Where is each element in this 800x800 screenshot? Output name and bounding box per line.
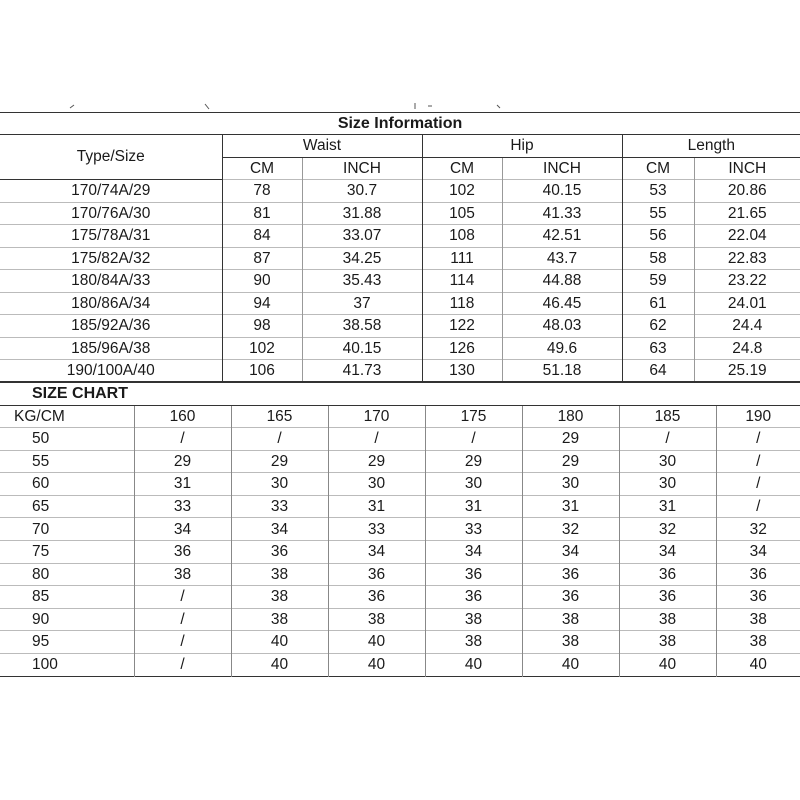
measurement-cell: 114 xyxy=(422,270,502,293)
size-cell: 38 xyxy=(231,563,328,586)
size-cell: 40 xyxy=(328,654,425,677)
height-header: 190 xyxy=(716,405,800,428)
measurement-cell: 40.15 xyxy=(302,337,422,360)
measurement-cell: 55 xyxy=(622,202,694,225)
size-cell: 36 xyxy=(619,563,716,586)
weight-cell: 95 xyxy=(32,633,50,651)
table-row xyxy=(0,450,800,473)
measurement-cell: 24.4 xyxy=(694,315,800,338)
size-cell: 38 xyxy=(522,608,619,631)
size-cell: 36 xyxy=(425,563,522,586)
table-row xyxy=(0,247,800,270)
size-cell: / xyxy=(134,608,231,631)
measurement-cell: 118 xyxy=(422,292,502,315)
size-cell: 30 xyxy=(522,473,619,496)
size-cell: 34 xyxy=(425,541,522,564)
measurement-cell: 51.18 xyxy=(502,360,622,383)
measurement-cell: 38.58 xyxy=(302,315,422,338)
size-cell: / xyxy=(134,428,231,451)
size-cell: / xyxy=(716,450,800,473)
measurement-cell: 61 xyxy=(622,292,694,315)
size-cell: 30 xyxy=(425,473,522,496)
size-cell: 36 xyxy=(522,586,619,609)
table-row xyxy=(0,202,800,225)
table-row xyxy=(0,518,800,541)
weight-cell: 60 xyxy=(32,475,50,493)
measurement-cell: 34.25 xyxy=(302,247,422,270)
kg-cm-header: KG/CM xyxy=(14,407,65,425)
size-cell: 34 xyxy=(328,541,425,564)
measurement-cell: 78 xyxy=(222,180,302,203)
size-cell: / xyxy=(716,495,800,518)
size-cell: 40 xyxy=(328,631,425,654)
size-cell: 29 xyxy=(134,450,231,473)
size-cell: / xyxy=(619,428,716,451)
size-cell: 40 xyxy=(231,654,328,677)
size-cell: 36 xyxy=(716,563,800,586)
size-cell: 29 xyxy=(522,450,619,473)
measurement-cell: 22.83 xyxy=(694,247,800,270)
size-cell: 36 xyxy=(619,586,716,609)
measurement-cell: 37 xyxy=(302,292,422,315)
table-row xyxy=(0,631,800,654)
height-header: 175 xyxy=(425,405,522,428)
table-row xyxy=(0,428,800,451)
measurement-cell: 44.88 xyxy=(502,270,622,293)
type-size-cell: 175/82A/32 xyxy=(71,249,151,267)
table-row xyxy=(0,180,800,203)
cropped-text-remnants xyxy=(0,100,800,112)
table-row xyxy=(0,360,800,383)
size-cell: 36 xyxy=(134,541,231,564)
height-header: 170 xyxy=(328,405,425,428)
measurement-cell: 105 xyxy=(422,202,502,225)
measurement-cell: 126 xyxy=(422,337,502,360)
measurement-cell: 56 xyxy=(622,225,694,248)
weight-cell: 50 xyxy=(32,430,50,448)
size-cell: 38 xyxy=(425,631,522,654)
size-chart-table xyxy=(0,384,800,677)
measurement-cell: 41.33 xyxy=(502,202,622,225)
measurement-cell: 43.7 xyxy=(502,247,622,270)
size-cell: / xyxy=(425,428,522,451)
size-cell: 38 xyxy=(522,631,619,654)
unit-header: INCH xyxy=(502,157,622,180)
size-information-body xyxy=(0,180,800,383)
hip-header: Hip xyxy=(422,135,622,158)
weight-cell: 100 xyxy=(32,656,58,674)
size-chart-body xyxy=(0,428,800,677)
length-header: Length xyxy=(622,135,800,158)
measurement-cell: 20.86 xyxy=(694,180,800,203)
measurement-cell: 63 xyxy=(622,337,694,360)
unit-header: CM xyxy=(622,157,694,180)
type-size-cell: 175/78A/31 xyxy=(71,227,151,244)
size-cell: 38 xyxy=(425,608,522,631)
measurement-cell: 24.01 xyxy=(694,292,800,315)
size-cell: 34 xyxy=(522,541,619,564)
measurement-cell: 94 xyxy=(222,292,302,315)
measurement-cell: 53 xyxy=(622,180,694,203)
table-row xyxy=(0,225,800,248)
size-cell: 36 xyxy=(231,541,328,564)
height-header: 180 xyxy=(522,405,619,428)
size-cell: 38 xyxy=(134,563,231,586)
size-cell: / xyxy=(134,631,231,654)
table-row xyxy=(0,541,800,564)
size-chart-title: SIZE CHART xyxy=(0,384,800,405)
weight-cell: 90 xyxy=(32,610,50,628)
size-cell: / xyxy=(134,654,231,677)
measurement-cell: 41.73 xyxy=(302,360,422,383)
size-cell: 31 xyxy=(522,495,619,518)
measurement-cell: 81 xyxy=(222,202,302,225)
size-information-table xyxy=(0,112,800,383)
measurement-cell: 108 xyxy=(422,225,502,248)
size-cell: 31 xyxy=(134,473,231,496)
measurement-cell: 130 xyxy=(422,360,502,383)
measurement-cell: 98 xyxy=(222,315,302,338)
size-cell: 40 xyxy=(619,654,716,677)
size-cell: 31 xyxy=(619,495,716,518)
type-size-cell: 180/84A/33 xyxy=(71,272,151,289)
table-row xyxy=(0,608,800,631)
measurement-cell: 49.6 xyxy=(502,337,622,360)
measurement-cell: 21.65 xyxy=(694,202,800,225)
table-row xyxy=(0,586,800,609)
size-cell: 33 xyxy=(134,495,231,518)
size-cell: 30 xyxy=(231,473,328,496)
waist-header: Waist xyxy=(222,135,422,158)
measurement-cell: 23.22 xyxy=(694,270,800,293)
size-cell: / xyxy=(134,586,231,609)
size-cell: 32 xyxy=(619,518,716,541)
size-cell: 31 xyxy=(328,495,425,518)
measurement-cell: 111 xyxy=(422,247,502,270)
size-cell: 32 xyxy=(522,518,619,541)
weight-cell: 55 xyxy=(32,452,50,470)
size-cell: 36 xyxy=(328,563,425,586)
size-cell: 32 xyxy=(716,518,800,541)
size-cell: 30 xyxy=(328,473,425,496)
size-cell: 40 xyxy=(522,654,619,677)
measurement-cell: 33.07 xyxy=(302,225,422,248)
size-cell: 30 xyxy=(619,473,716,496)
size-information-title: Size Information xyxy=(0,113,800,135)
measurement-cell: 35.43 xyxy=(302,270,422,293)
size-cell: 33 xyxy=(328,518,425,541)
size-cell: 36 xyxy=(716,586,800,609)
height-header: 185 xyxy=(619,405,716,428)
table-row xyxy=(0,315,800,338)
measurement-cell: 42.51 xyxy=(502,225,622,248)
size-cell: / xyxy=(716,473,800,496)
table-row xyxy=(0,654,800,677)
table-row xyxy=(0,337,800,360)
weight-cell: 80 xyxy=(32,565,50,583)
size-cell: 31 xyxy=(425,495,522,518)
weight-cell: 75 xyxy=(32,543,50,561)
measurement-cell: 106 xyxy=(222,360,302,383)
weight-cell: 65 xyxy=(32,497,50,515)
size-cell: 40 xyxy=(231,631,328,654)
height-header: 165 xyxy=(231,405,328,428)
measurement-cell: 22.04 xyxy=(694,225,800,248)
measurement-cell: 25.19 xyxy=(694,360,800,383)
size-cell: 38 xyxy=(328,608,425,631)
size-cell: 30 xyxy=(619,450,716,473)
type-size-header: Type/Size xyxy=(0,135,222,180)
size-cell: 33 xyxy=(231,495,328,518)
table-row xyxy=(0,563,800,586)
type-size-cell: 185/96A/38 xyxy=(71,339,151,357)
size-cell: 29 xyxy=(328,450,425,473)
unit-header: INCH xyxy=(302,157,422,180)
height-header: 160 xyxy=(134,405,231,428)
measurement-cell: 40.15 xyxy=(502,180,622,203)
type-size-cell: 185/92A/36 xyxy=(71,317,151,334)
measurement-cell: 24.8 xyxy=(694,337,800,360)
measurement-cell: 59 xyxy=(622,270,694,293)
unit-header: INCH xyxy=(694,157,800,180)
size-cell: 34 xyxy=(231,518,328,541)
measurement-cell: 122 xyxy=(422,315,502,338)
size-cell: 34 xyxy=(716,541,800,564)
size-cell: 40 xyxy=(425,654,522,677)
size-cell: 29 xyxy=(522,428,619,451)
size-cell: 38 xyxy=(619,631,716,654)
size-cell: 34 xyxy=(134,518,231,541)
unit-header: CM xyxy=(222,157,302,180)
measurement-cell: 84 xyxy=(222,225,302,248)
size-cell: 38 xyxy=(716,631,800,654)
measurement-cell: 90 xyxy=(222,270,302,293)
unit-header: CM xyxy=(422,157,502,180)
size-cell: 38 xyxy=(716,608,800,631)
measurement-cell: 62 xyxy=(622,315,694,338)
measurement-cell: 48.03 xyxy=(502,315,622,338)
size-cell: 36 xyxy=(328,586,425,609)
size-cell: 38 xyxy=(231,608,328,631)
size-cell: 38 xyxy=(231,586,328,609)
measurement-cell: 87 xyxy=(222,247,302,270)
size-cell: 40 xyxy=(716,654,800,677)
weight-cell: 85 xyxy=(32,588,50,606)
type-size-cell: 190/100A/40 xyxy=(66,361,155,379)
table-row xyxy=(0,473,800,496)
size-cell: 36 xyxy=(425,586,522,609)
size-cell: 29 xyxy=(425,450,522,473)
size-cell: 34 xyxy=(619,541,716,564)
measurement-cell: 102 xyxy=(222,337,302,360)
size-cell: 29 xyxy=(231,450,328,473)
measurement-cell: 58 xyxy=(622,247,694,270)
type-size-cell: 180/86A/34 xyxy=(71,294,151,312)
type-size-cell: 170/74A/29 xyxy=(71,182,151,199)
size-cell: / xyxy=(328,428,425,451)
weight-cell: 70 xyxy=(32,520,50,538)
measurement-cell: 30.7 xyxy=(302,180,422,203)
measurement-cell: 64 xyxy=(622,360,694,383)
measurement-cell: 31.88 xyxy=(302,202,422,225)
size-cell: 38 xyxy=(619,608,716,631)
table-row xyxy=(0,292,800,315)
size-cell: 33 xyxy=(425,518,522,541)
size-cell: / xyxy=(716,428,800,451)
table-row xyxy=(0,270,800,293)
type-size-cell: 170/76A/30 xyxy=(71,204,151,222)
measurement-cell: 102 xyxy=(422,180,502,203)
size-cell: 36 xyxy=(522,563,619,586)
measurement-cell: 46.45 xyxy=(502,292,622,315)
table-row xyxy=(0,495,800,518)
size-cell: / xyxy=(231,428,328,451)
